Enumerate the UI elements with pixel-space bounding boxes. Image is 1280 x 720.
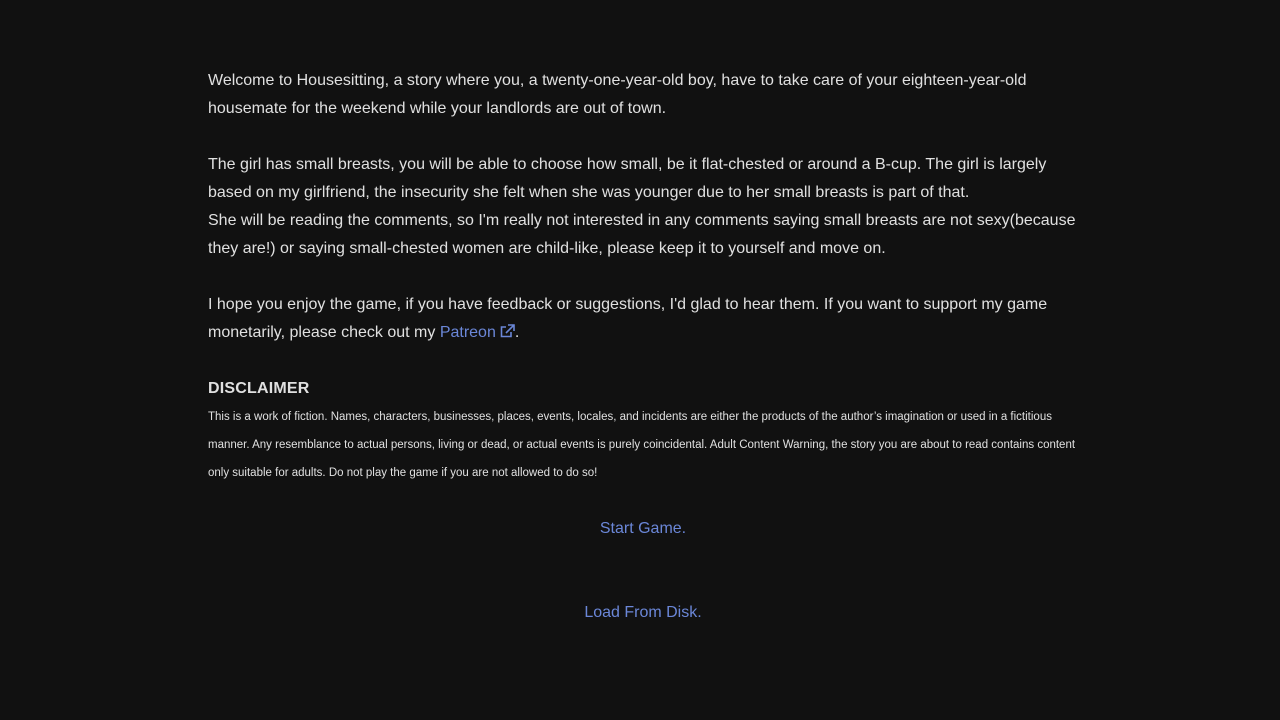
support-text: I hope you enjoy the game, if you have feedback or suggestions, I'd glad to hear them. If you want to support my game monetarily, please check out my [208, 296, 1048, 341]
welcome-paragraph: Welcome to Housesitting, a story where you, a twenty-one-year-old boy, have to take care of your eighteen-year-old housemate for the weekend while your landlords are out of town. [208, 72, 1027, 117]
patreon-link[interactable] [440, 324, 515, 341]
girl-description-paragraph: The girl has small breasts, you will be able to choose how small, be it flat-chested or around a B-cup. The girl is largely based on my girlfriend, the insecurity she felt when she was younger due to her small breasts is part of that. [208, 156, 1047, 201]
spacer [208, 123, 1078, 151]
story-passage [208, 67, 1078, 627]
support-end: . [514, 324, 520, 341]
spacer [208, 543, 1078, 599]
spacer [208, 487, 1078, 515]
spacer [208, 347, 1078, 375]
disclaimer-body: This is a work of fiction. Names, characters, businesses, places, events, locales, and incidents are either the products of the author’s imagination or used in a fictitious manner. Any resemblance to actual persons, living or dead, or actual events is purely coincidental. Adult Content Warning, the story you are about to read contains content only suitable for adults. Do not play the game if you are not allowed to do so! [208, 411, 1076, 479]
spacer [208, 263, 1078, 291]
load-from-disk-link[interactable]: Load From Disk. [584, 604, 702, 621]
external-link-icon [499, 324, 515, 338]
disclaimer-title: DISCLAIMER [208, 380, 310, 397]
comments-note-paragraph: She will be reading the comments, so I'm really not interested in any comments saying small breasts are not sexy(because they are!) or saying small-chested women are child-like, please keep it to yourself and move on. [208, 212, 1076, 257]
start-game-row [208, 515, 1078, 543]
load-from-disk-row [208, 599, 1078, 627]
support-paragraph [208, 291, 1078, 347]
patreon-link-label: Patreon [439, 324, 496, 341]
start-game-link[interactable]: Start Game. [599, 520, 687, 537]
